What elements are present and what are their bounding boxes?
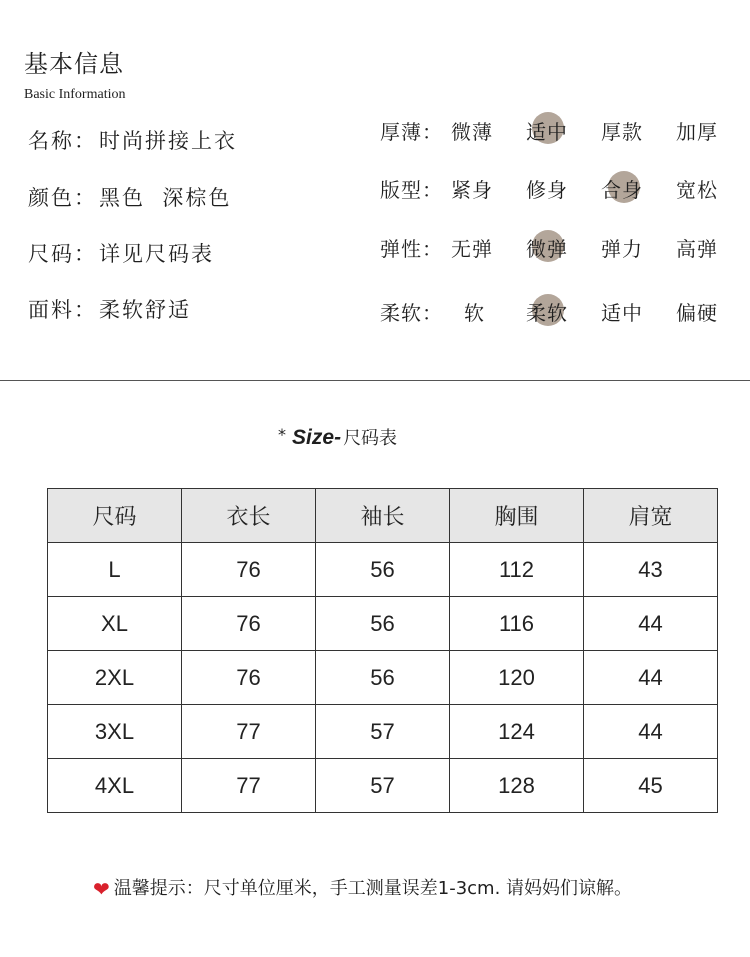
info-value: 时尚拼接上衣 bbox=[99, 129, 237, 153]
heart-icon: ❤ bbox=[93, 877, 110, 901]
table-cell: 44 bbox=[584, 705, 718, 759]
attr-option: 加厚 bbox=[676, 120, 718, 144]
tip-text: 温馨提示：尺寸单位厘米，手工测量误差1-3cm. 请妈妈们谅解。 bbox=[113, 878, 633, 899]
table-cell: 45 bbox=[584, 759, 718, 813]
info-label: 颜色： bbox=[28, 186, 97, 210]
attr-thickness bbox=[380, 112, 740, 148]
attr-option: 厚款 bbox=[601, 120, 643, 144]
table-cell: 124 bbox=[450, 705, 584, 759]
attr-option: 无弹 bbox=[451, 237, 493, 261]
attr-label: 版型： bbox=[380, 178, 443, 202]
table-cell: XL bbox=[48, 597, 182, 651]
table-cell: 44 bbox=[584, 597, 718, 651]
table-cell: 43 bbox=[584, 543, 718, 597]
info-size bbox=[28, 238, 214, 268]
table-row bbox=[48, 759, 718, 813]
column-header: 尺码 bbox=[48, 489, 182, 543]
table-cell: 4XL bbox=[48, 759, 182, 813]
attr-option: 适中 bbox=[601, 301, 643, 325]
table-cell: 76 bbox=[182, 597, 316, 651]
attr-option: 软 bbox=[464, 301, 485, 325]
size-title-en: Size- bbox=[292, 426, 342, 449]
info-fabric bbox=[28, 294, 191, 324]
info-value: 详见尺码表 bbox=[99, 242, 214, 266]
info-label: 名称： bbox=[28, 129, 97, 153]
table-cell: 76 bbox=[182, 651, 316, 705]
attr-option: 合身 bbox=[601, 178, 643, 202]
attr-fit bbox=[380, 170, 740, 206]
size-table bbox=[47, 488, 718, 813]
column-header: 衣长 bbox=[182, 489, 316, 543]
info-color bbox=[28, 182, 231, 212]
table-cell: 128 bbox=[450, 759, 584, 813]
attr-option: 弹力 bbox=[601, 237, 643, 261]
table-cell: 57 bbox=[316, 759, 450, 813]
table-header-row bbox=[48, 489, 718, 543]
table-row bbox=[48, 651, 718, 705]
info-label: 尺码： bbox=[28, 242, 97, 266]
attr-option: 宽松 bbox=[676, 178, 718, 202]
table-cell: 3XL bbox=[48, 705, 182, 759]
column-header: 袖长 bbox=[316, 489, 450, 543]
table-cell: L bbox=[48, 543, 182, 597]
table-cell: 57 bbox=[316, 705, 450, 759]
table-cell: 56 bbox=[316, 651, 450, 705]
section-divider bbox=[0, 380, 750, 381]
attr-option: 修身 bbox=[526, 178, 568, 202]
size-title-cn: 尺码表 bbox=[343, 428, 398, 449]
star-mark: * bbox=[278, 425, 286, 444]
table-cell: 44 bbox=[584, 651, 718, 705]
table-cell: 112 bbox=[450, 543, 584, 597]
table-cell: 56 bbox=[316, 543, 450, 597]
attr-option: 适中 bbox=[526, 120, 568, 144]
attr-option: 紧身 bbox=[451, 178, 493, 202]
info-name bbox=[28, 125, 237, 155]
attr-softness bbox=[380, 293, 740, 329]
section-subtitle: Basic Information bbox=[24, 87, 126, 102]
attr-option: 柔软 bbox=[526, 301, 568, 325]
attr-elasticity bbox=[380, 229, 740, 265]
table-row bbox=[48, 705, 718, 759]
table-cell: 120 bbox=[450, 651, 584, 705]
attr-option: 高弹 bbox=[676, 237, 718, 261]
info-value: 柔软舒适 bbox=[99, 298, 191, 322]
attr-option: 微弹 bbox=[526, 237, 568, 261]
table-cell: 56 bbox=[316, 597, 450, 651]
attr-option: 偏硬 bbox=[676, 301, 718, 325]
info-label: 面料： bbox=[28, 298, 97, 322]
attr-label: 厚薄： bbox=[380, 120, 443, 144]
column-header: 胸围 bbox=[450, 489, 584, 543]
table-cell: 77 bbox=[182, 705, 316, 759]
attr-option: 微薄 bbox=[451, 120, 493, 144]
size-chart-title bbox=[278, 424, 397, 450]
column-header: 肩宽 bbox=[584, 489, 718, 543]
table-row bbox=[48, 543, 718, 597]
attr-label: 弹性： bbox=[380, 237, 443, 261]
table-cell: 77 bbox=[182, 759, 316, 813]
table-row bbox=[48, 597, 718, 651]
table-cell: 2XL bbox=[48, 651, 182, 705]
table-cell: 76 bbox=[182, 543, 316, 597]
table-cell: 116 bbox=[450, 597, 584, 651]
info-value: 黑色 深棕色 bbox=[99, 186, 232, 210]
attr-label: 柔软： bbox=[380, 301, 443, 325]
tip-note bbox=[93, 874, 632, 901]
section-title: 基本信息 bbox=[24, 50, 124, 78]
